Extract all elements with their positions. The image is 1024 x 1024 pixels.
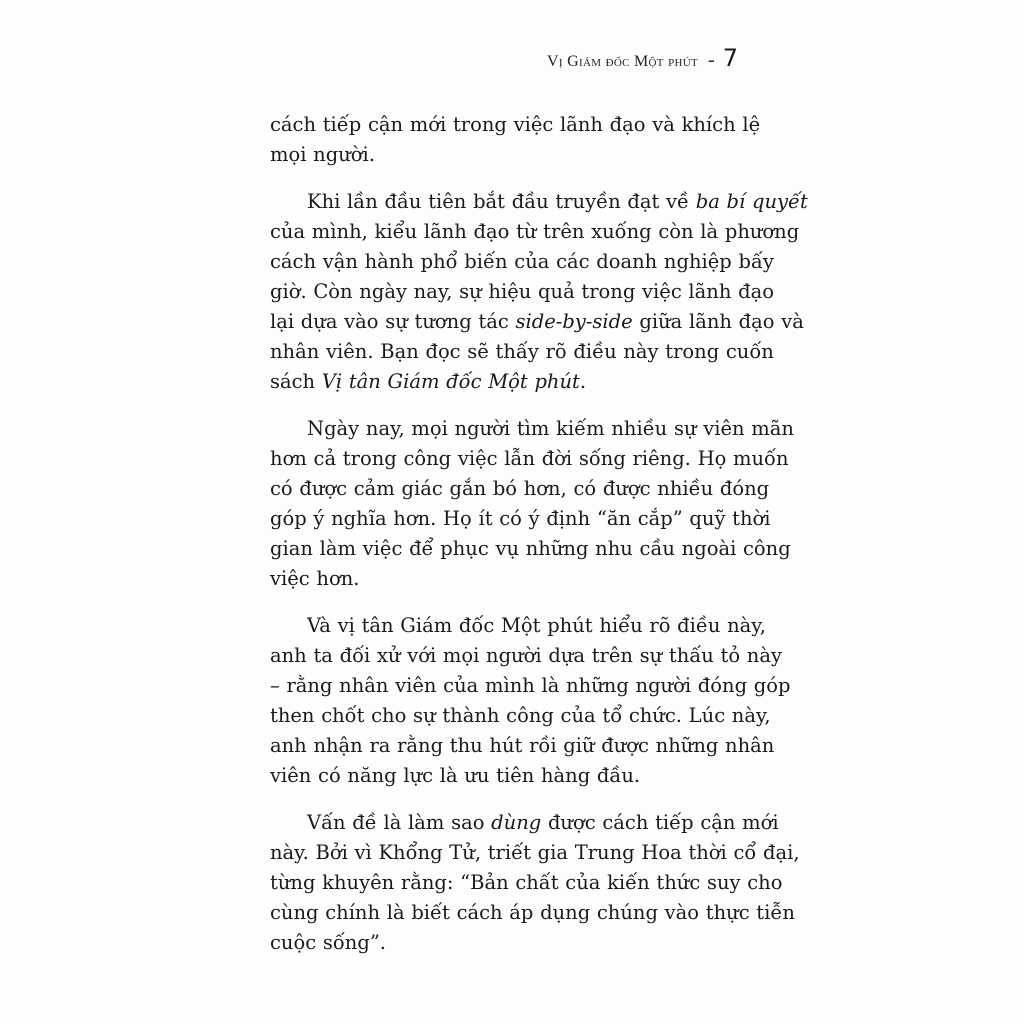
text-run: Khi lần đầu tiên bắt đầu truyền đạt về <box>307 190 696 213</box>
running-header-separator: - <box>708 49 715 71</box>
text-line: – rằng nhân viên của mình là những người đóng góp <box>270 674 791 697</box>
running-header <box>547 44 738 72</box>
text-run: được cách tiếp cận mới <box>541 811 779 834</box>
text-line: từng khuyên rằng: “Bản chất của kiến thức suy cho <box>270 871 783 894</box>
emphasis-text: dùng <box>491 811 542 834</box>
text-line: anh nhận ra rằng thu hút rồi giữ được những nhân <box>270 734 775 757</box>
text-line: cùng chính là biết cách áp dụng chúng vào thực tiễn <box>270 901 795 924</box>
paragraph-2 <box>270 187 808 397</box>
text-run: lại dựa vào sự tương tác <box>270 310 516 333</box>
text-line: Và vị tân Giám đốc Một phút hiểu rõ điều này, <box>307 614 766 637</box>
text-line: hơn cả trong công việc lẫn đời sống riêng. Họ muốn <box>270 447 789 470</box>
text-line: góp ý nghĩa hơn. Họ ít có ý định “ăn cắp” quỹ thời <box>270 507 771 530</box>
page-number: 7 <box>722 44 738 72</box>
paragraph-4 <box>270 611 791 791</box>
text-line: cách vận hành phổ biến của các doanh nghiệp bấy <box>270 250 774 273</box>
running-header-title: Vị Giám đốc Một phút <box>547 53 699 70</box>
paragraph-1 <box>270 110 761 170</box>
text-line <box>270 808 779 838</box>
paragraph-3 <box>270 414 794 594</box>
text-line <box>270 307 804 337</box>
emphasis-text: Vị tân Giám đốc Một phút. <box>321 370 587 393</box>
text-line: việc hơn. <box>270 567 360 590</box>
text-line: mọi người. <box>270 143 375 166</box>
text-line: của mình, kiểu lãnh đạo từ trên xuống còn là phương <box>270 220 800 243</box>
text-line: cách tiếp cận mới trong việc lãnh đạo và khích lệ <box>270 113 761 136</box>
emphasis-text: side-by-side <box>515 310 633 333</box>
text-line: gian làm việc để phục vụ những nhu cầu ngoài công <box>270 537 791 560</box>
emphasis-text: ba bí quyết <box>695 190 808 213</box>
paragraph-5 <box>270 808 800 958</box>
text-line: anh ta đối xử với mọi người dựa trên sự thấu tỏ này <box>270 644 783 667</box>
text-line: có được cảm giác gắn bó hơn, có được nhiều đóng <box>270 477 770 500</box>
text-run: sách <box>270 370 322 393</box>
text-line: viên có năng lực là ưu tiên hàng đầu. <box>270 764 641 787</box>
text-line <box>270 367 748 397</box>
text-run: Vấn đề là làm sao <box>307 811 492 834</box>
text-line <box>270 187 808 217</box>
body-text <box>270 110 808 958</box>
text-line: này. Bởi vì Khổng Tử, triết gia Trung Hoa thời cổ đại, <box>270 841 800 864</box>
text-line: giờ. Còn ngày nay, sự hiệu quả trong việc lãnh đạo <box>270 280 774 303</box>
text-line: Ngày nay, mọi người tìm kiếm nhiều sự viên mãn <box>307 417 794 440</box>
text-line: then chốt cho sự thành công của tổ chức. Lúc này, <box>270 704 771 727</box>
text-line: nhân viên. Bạn đọc sẽ thấy rõ điều này trong cuốn <box>270 340 774 363</box>
text-run: giữa lãnh đạo và <box>632 310 804 333</box>
text-line: cuộc sống”. <box>270 931 386 954</box>
